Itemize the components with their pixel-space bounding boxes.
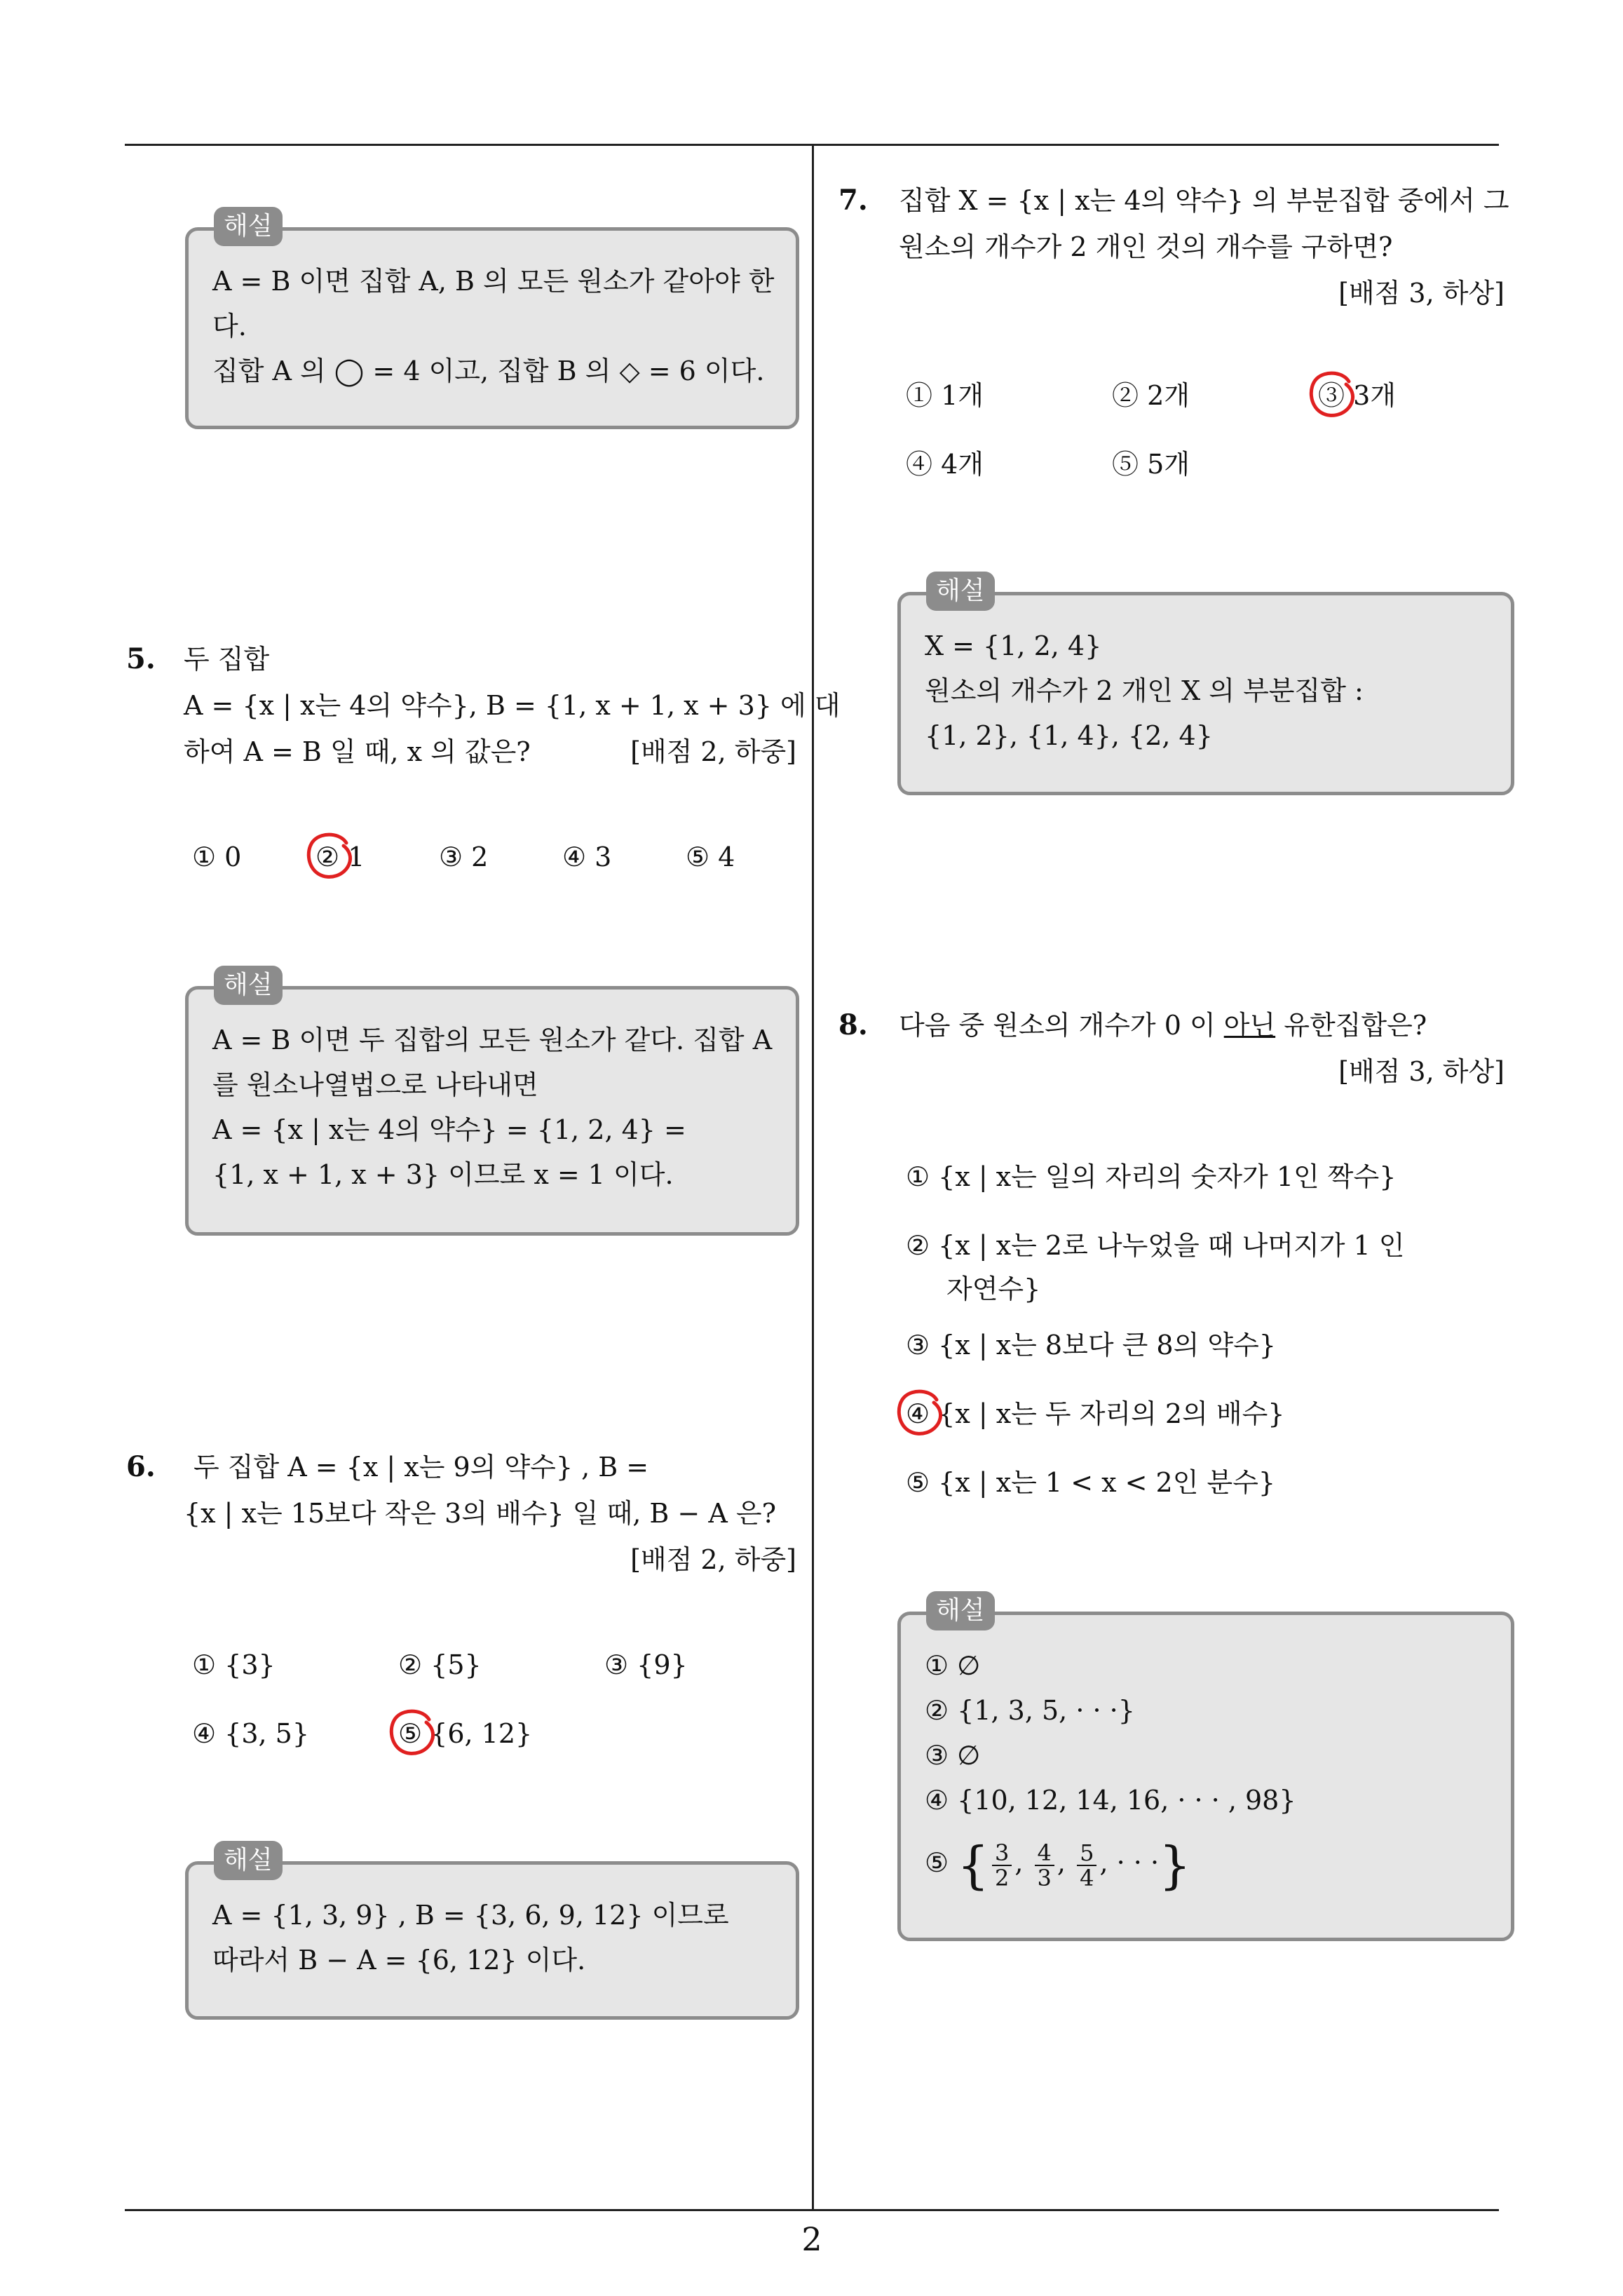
brace-open: { xyxy=(957,1835,989,1895)
fraction-denominator: 4 xyxy=(1080,1864,1094,1891)
question-text-part: 유한집합은? xyxy=(1275,1010,1427,1041)
option[interactable]: ⑤ 4 xyxy=(686,842,735,872)
fraction-numerator: 4 xyxy=(1035,1841,1054,1866)
option[interactable]: ⑤ 5개 xyxy=(1112,449,1190,480)
underlined-word: 아닌 xyxy=(1223,1010,1276,1041)
solution-line: A = {x | x는 4의 약수} = {1, 2, 4} = xyxy=(212,1114,686,1145)
option[interactable]: ② {5} xyxy=(398,1649,482,1680)
q7-solution-box xyxy=(897,576,1514,795)
option[interactable]: ② 1 xyxy=(315,842,365,872)
fraction xyxy=(1077,1841,1096,1890)
option[interactable]: ② 2개 xyxy=(1112,380,1190,411)
question-number: 8. xyxy=(838,1008,868,1041)
question-text: 집합 X = {x | x는 4의 약수} 의 부분집합 중에서 그 xyxy=(899,185,1509,216)
solution-line: 다. xyxy=(212,311,247,342)
comma: , xyxy=(1057,1847,1066,1878)
fraction-denominator: 2 xyxy=(994,1864,1010,1891)
comma: , xyxy=(1014,1847,1024,1878)
option[interactable]: ③ {9} xyxy=(604,1649,688,1680)
solution-tag: 해설 xyxy=(214,966,283,1005)
comma: , xyxy=(1099,1847,1108,1878)
solution-line: {1, x + 1, x + 3} 이므로 x = 1 이다. xyxy=(212,1159,674,1190)
option[interactable]: ① 1개 xyxy=(906,380,984,411)
option[interactable]: ③ 3개 xyxy=(1318,380,1396,411)
option[interactable]: ② {x | x는 2로 나누었을 때 나머지가 1 인 xyxy=(906,1230,1405,1261)
option[interactable]: ④ 4개 xyxy=(906,449,984,480)
fraction xyxy=(992,1841,1012,1890)
option[interactable]: ① 0 xyxy=(192,842,242,872)
solution-tag: 해설 xyxy=(926,1591,995,1630)
page-number: 2 xyxy=(801,2220,822,2258)
brace-close: } xyxy=(1159,1835,1191,1895)
answer-circle-mark xyxy=(1307,367,1356,421)
solution-line: 를 원소나열법으로 나타내면 xyxy=(212,1069,538,1100)
solution-line: 원소의 개수가 2 개인 X 의 부분집합 : xyxy=(925,675,1364,706)
answer-circle-mark xyxy=(895,1386,944,1439)
question-text: 두 집합 A = {x | x는 9의 약수} , B = xyxy=(193,1452,649,1483)
question-text: 하여 A = B 일 때, x 의 값은? xyxy=(184,736,531,767)
circled-number: ⑤ xyxy=(925,1847,949,1878)
solution-line: ④ {10, 12, 14, 16, · · · , 98} xyxy=(925,1785,1296,1816)
option[interactable]: ④ 3 xyxy=(562,842,612,872)
option[interactable]: ① {3} xyxy=(192,1649,276,1680)
question-text-part: 다음 중 원소의 개수가 0 이 xyxy=(899,1010,1224,1041)
q6-solution-box xyxy=(185,1846,799,2020)
option[interactable]: ③ {x | x는 8보다 큰 8의 약수} xyxy=(906,1330,1276,1360)
ellipsis: · · · xyxy=(1116,1847,1160,1878)
fraction-numerator: 5 xyxy=(1077,1841,1096,1866)
bottom-rule xyxy=(125,2209,1499,2211)
option[interactable]: ⑤ {6, 12} xyxy=(398,1718,533,1749)
question-number: 7. xyxy=(838,184,868,217)
solution-line: ② {1, 3, 5, · · ·} xyxy=(925,1695,1135,1726)
answer-circle-mark xyxy=(387,1706,436,1759)
fraction xyxy=(1035,1841,1054,1890)
question-meta: [배점 2, 하중] xyxy=(630,736,796,767)
option-continuation: 자연수} xyxy=(946,1274,1041,1304)
question-text: 원소의 개수가 2 개인 것의 개수를 구하면? xyxy=(899,231,1393,262)
fraction-denominator: 3 xyxy=(1037,1864,1052,1891)
q5-solution-box xyxy=(185,971,799,1236)
solution-tag: 해설 xyxy=(926,572,995,611)
question-meta: [배점 3, 하상] xyxy=(1338,278,1505,309)
solution-tag: 해설 xyxy=(214,207,283,246)
question-text: {x | x는 15보다 작은 3의 배수} 일 때, B − A 은? xyxy=(184,1498,776,1529)
option[interactable]: ④ {3, 5} xyxy=(192,1718,310,1749)
solution-line: ① ∅ xyxy=(925,1650,981,1681)
question-text: 두 집합 xyxy=(184,644,270,675)
solution-line: X = {1, 2, 4} xyxy=(925,630,1102,661)
column-divider xyxy=(812,144,814,2211)
question-meta: [배점 2, 하중] xyxy=(630,1544,796,1575)
fraction-numerator: 3 xyxy=(992,1841,1012,1866)
solution-line: 따라서 B − A = {6, 12} 이다. xyxy=(212,1945,586,1976)
solution-line: ③ ∅ xyxy=(925,1740,981,1771)
answer-circle-mark xyxy=(304,829,353,882)
question-text: A = {x | x는 4의 약수}, B = {1, x + 1, x + 3} 에 대 xyxy=(184,690,841,721)
solution-line: A = B 이면 두 집합의 모든 원소가 같다. 집합 A xyxy=(212,1025,773,1055)
solution-line: {1, 2}, {1, 4}, {2, 4} xyxy=(925,720,1213,751)
option[interactable]: ④ {x | x는 두 자리의 2의 배수} xyxy=(906,1398,1285,1429)
solution-tag: 해설 xyxy=(214,1841,283,1880)
q4-solution-box xyxy=(185,212,799,429)
question-meta: [배점 3, 하상] xyxy=(1338,1056,1505,1087)
solution-line: A = {1, 3, 9} , B = {3, 6, 9, 12} 이므로 xyxy=(212,1900,729,1931)
solution-line: A = B 이면 집합 A, B 의 모든 원소가 같아야 한 xyxy=(212,266,775,297)
question-text xyxy=(899,1003,1427,1048)
question-number: 6. xyxy=(126,1450,156,1483)
option[interactable]: ① {x | x는 일의 자리의 숫자가 1인 짝수} xyxy=(906,1161,1397,1192)
solution-line-fractions xyxy=(925,1831,1191,1897)
option[interactable]: ⑤ {x | x는 1 < x < 2인 분수} xyxy=(906,1467,1276,1498)
solution-line: 집합 A 의 ◯ = 4 이고, 집합 B 의 ◇ = 6 이다. xyxy=(212,356,765,386)
q8-solution-box xyxy=(897,1596,1514,1941)
option[interactable]: ③ 2 xyxy=(439,842,489,872)
question-number: 5. xyxy=(126,642,156,675)
